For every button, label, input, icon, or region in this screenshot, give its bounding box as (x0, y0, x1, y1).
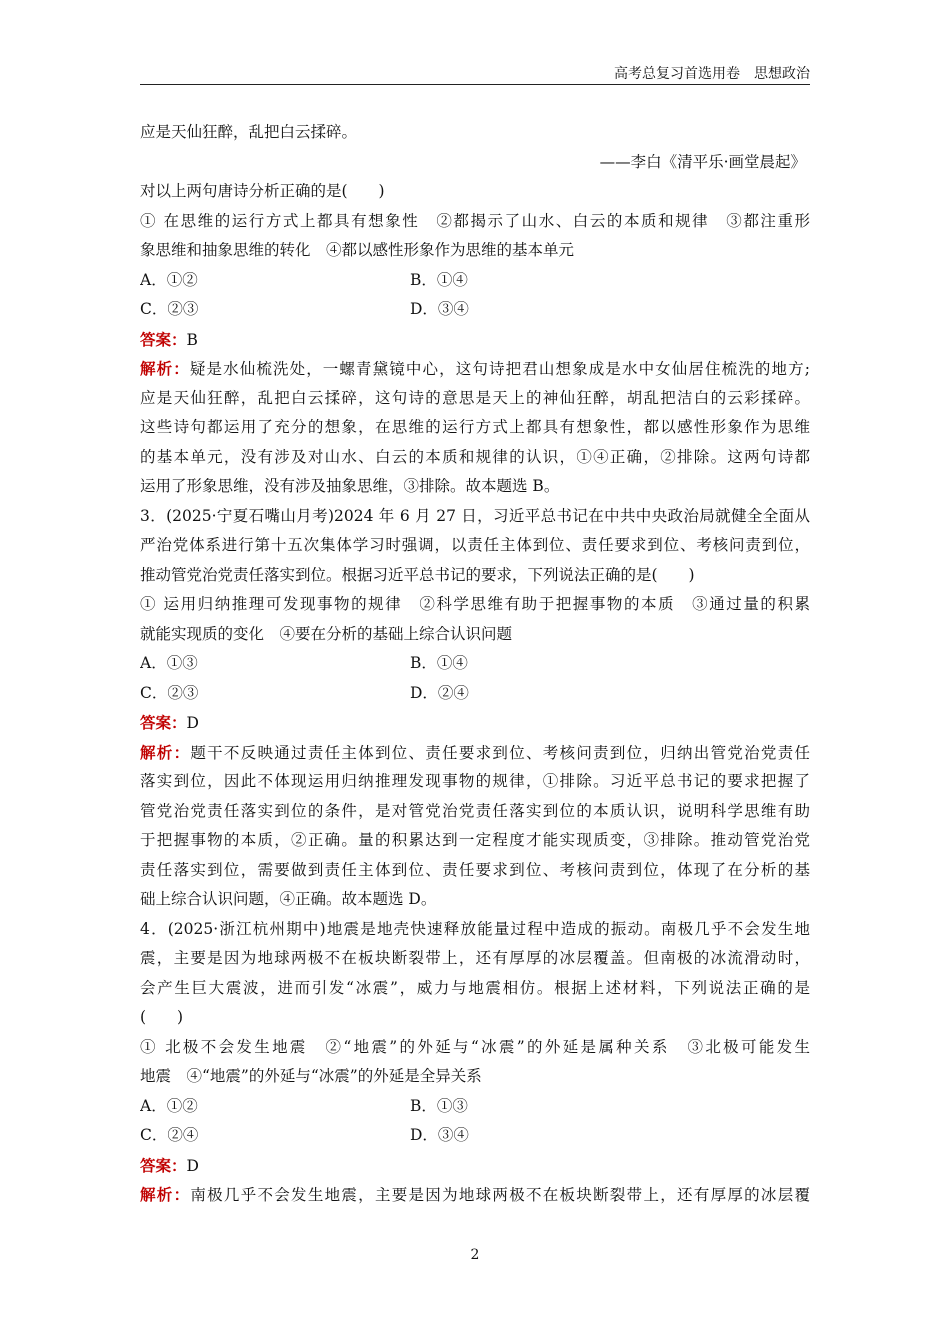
analysis-line: 础上综合认识问题，④正确。故本题选 D。 (140, 890, 437, 908)
analysis-label: 解析： (140, 1185, 191, 1204)
running-header: 高考总复习首选用卷 思想政治 (140, 64, 810, 85)
analysis-label: 解析： (140, 359, 190, 378)
analysis-line: 管党治党责任落实到位的条件，是对管党治党责任落实到位的本质认识，说明科学思维有助 (140, 801, 810, 820)
statement-line: ① 在思维的运行方式上都具有想象性 ②都揭示了山水、白云的本质和规律 ③都注重形 (140, 211, 810, 230)
analysis-line: 责任落实到位，需要做到责任主体到位、责任要求到位、考核问责到位，体现了在分析的基 (140, 860, 810, 879)
answer-value: B (186, 330, 198, 349)
page-content (140, 118, 810, 1210)
option-d: D．②④ (410, 683, 469, 702)
analysis-line: 应是天仙狂醉，乱把白云揉碎，这句诗的意思是天上的神仙狂醉，胡乱把洁白的云彩揉碎。 (140, 388, 810, 407)
question-stem: ( ) (140, 1008, 184, 1026)
question-prompt: 对以上两句唐诗分析正确的是( ) (140, 182, 385, 200)
question-stem: 会产生巨大震波，进而引发“冰震”，威力与地震相仿。根据上述材料，下列说法正确的是 (140, 978, 810, 997)
analysis-line: 解析：疑是水仙梳洗处，一螺青黛镜中心，这句诗把君山想象成是水中女仙居住梳洗的地方; (140, 359, 810, 378)
answer-value: D (186, 1156, 199, 1175)
analysis-line: 运用了形象思维，没有涉及抽象思维，③排除。故本题选 B。 (140, 477, 560, 495)
analysis-label: 解析： (140, 742, 191, 762)
question-stem: 3．(2025·宁夏石嘴山月考)2024 年 6 月 27 日，习近平总书记在中共中央政治局就健全全面从 (140, 506, 810, 525)
options-row (140, 679, 810, 709)
question-stem: 4．(2025·浙江杭州期中)地震是地壳快速释放能量过程中造成的振动。南极几乎不会发生地 (140, 919, 810, 938)
analysis-line: 解析：南极几乎不会发生地震，主要是因为地球两极不在板块断裂带上，还有厚厚的冰层覆 (140, 1185, 810, 1204)
answer-label: 答案： (140, 329, 187, 349)
statement-line: ① 北极不会发生地震 ②“地震”的外延与“冰震”的外延是属种关系 ③北极可能发生 (140, 1037, 810, 1056)
analysis-line: 于把握事物的本质，②正确。量的积累达到一定程度才能实现质变，③排除。推动管党治党 (140, 831, 810, 849)
analysis-line: 的基本单元，没有涉及对山水、白云的本质和规律的认识，①④正确，②排除。这两句诗都 (140, 447, 810, 466)
poem-line: 应是天仙狂醉，乱把白云揉碎。 (140, 123, 358, 141)
answer-label: 答案： (140, 713, 187, 732)
statement-line: 就能实现质的变化 ④要在分析的基础上综合认识问题 (140, 624, 513, 643)
page-number: 2 (470, 1247, 480, 1263)
answer-value: D (186, 714, 199, 732)
question-stem: 严治党体系进行第十五次集体学习时强调，以责任主体到位、责任要求到位、考核问责到位， (140, 536, 810, 554)
option-b: B．①③ (410, 1096, 468, 1115)
option-a: A．①② (140, 270, 198, 289)
analysis-line: 落实到位，因此不体现运用归纳推理发现事物的规律，①排除。习近平总书记的要求把握了 (140, 772, 810, 790)
answer-line (140, 325, 810, 355)
option-c: C．②③ (140, 683, 199, 702)
statement-line: ① 运用归纳推理可发现事物的规律 ②科学思维有助于把握事物的本质 ③通过量的积累 (140, 595, 810, 613)
poem-source: ——李白《清平乐·画堂晨起》 (599, 152, 806, 171)
option-a: A．①③ (140, 654, 198, 672)
option-a: A．①② (140, 1096, 198, 1115)
option-b: B．①④ (410, 270, 468, 289)
options-row (140, 649, 810, 679)
question-stem: 震，主要是因为地球两极不在板块断裂带上，还有厚厚的冰层覆盖。但南极的冰流滑动时， (140, 949, 810, 967)
answer-line (140, 1151, 810, 1181)
options-row (140, 1121, 810, 1151)
option-d: D．③④ (410, 1126, 469, 1144)
option-c: C．②③ (140, 300, 199, 318)
option-b: B．①④ (410, 654, 468, 672)
options-row (140, 1092, 810, 1122)
option-c: C．②④ (140, 1126, 199, 1144)
answer-label: 答案： (140, 1155, 187, 1175)
options-row (140, 266, 810, 296)
options-row (140, 295, 810, 325)
analysis-line: 这些诗句都运用了充分的想象，在思维的运行方式上都具有想象性，都以感性形象作为思维 (140, 418, 810, 436)
answer-line (140, 708, 810, 738)
statement-line: 地震 ④“地震”的外延与“冰震”的外延是全异关系 (140, 1067, 482, 1085)
question-stem: 推动管党治党责任落实到位。根据习近平总书记的要求，下列说法正确的是( ) (140, 565, 695, 584)
analysis-line: 解析：题干不反映通过责任主体到位、责任要求到位、考核问责到位，归纳出管党治党责任 (140, 742, 810, 762)
option-d: D．③④ (410, 300, 469, 318)
statement-line: 象思维和抽象思维的转化 ④都以感性形象作为思维的基本单元 (140, 241, 575, 259)
